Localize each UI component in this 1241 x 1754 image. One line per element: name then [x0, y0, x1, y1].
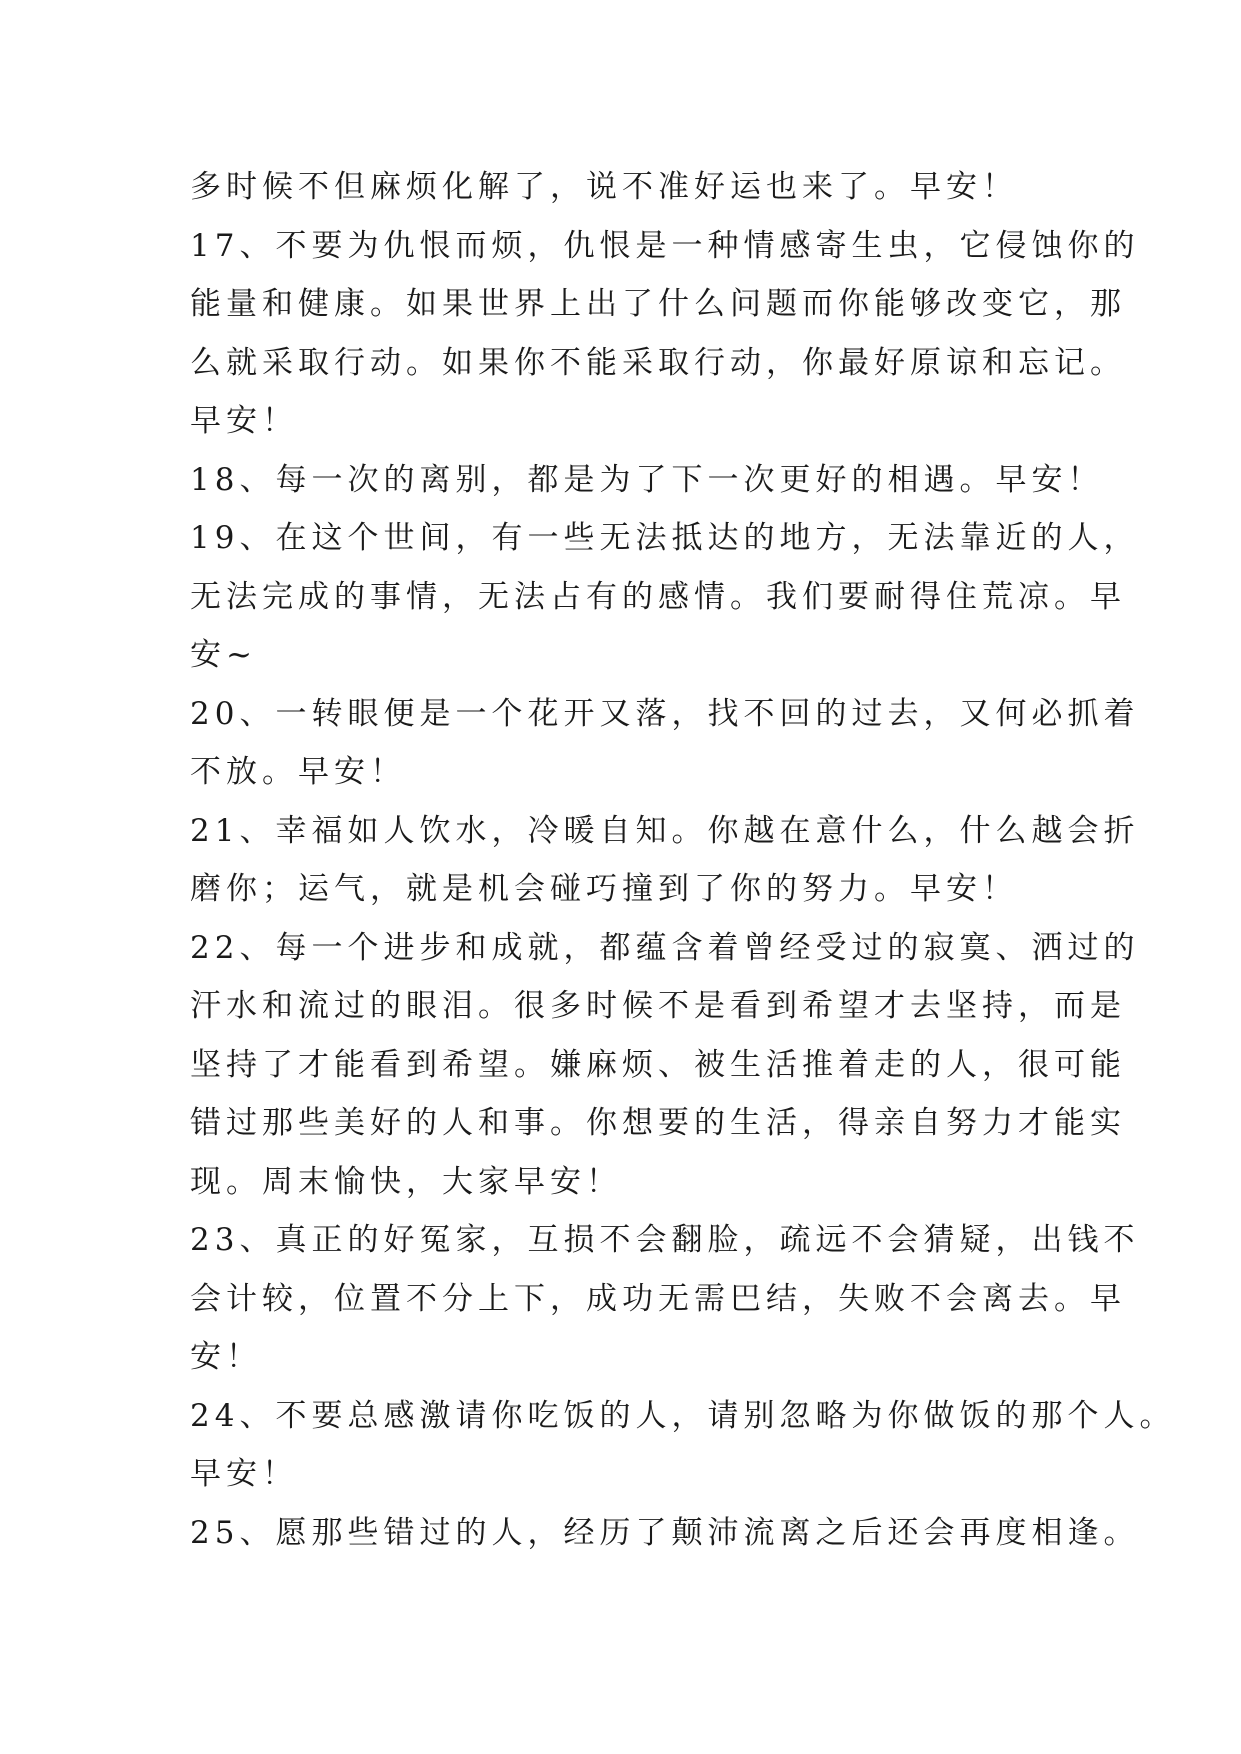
text-line: 21、幸福如人饮水，冷暖自知。你越在意什么，什么越会折: [190, 812, 1140, 849]
text-line: 安！: [190, 1339, 262, 1375]
text-line: 会计较，位置不分上下，成功无需巴结，失败不会离去。早: [190, 1280, 1126, 1317]
text-line: 坚持了才能看到希望。嫌麻烦、被生活推着走的人，很可能: [190, 1046, 1126, 1083]
document-body: [190, 158, 1176, 1562]
text-line: 汗水和流过的眼泪。很多时候不是看到希望才去坚持，而是: [190, 988, 1126, 1024]
text-line: 早安！: [190, 403, 298, 439]
text-line: 么就采取行动。如果你不能采取行动，你最好原谅和忘记。: [190, 344, 1126, 381]
text-line: 不放。早安！: [190, 754, 406, 790]
text-line: 错过那些美好的人和事。你想要的生活，得亲自努力才能实: [190, 1105, 1126, 1141]
text-line: 能量和健康。如果世界上出了什么问题而你能够改变它，那: [190, 286, 1126, 322]
text-line: 17、不要为仇恨而烦，仇恨是一种情感寄生虫，它侵蚀你的: [190, 227, 1140, 264]
text-line: 多时候不但麻烦化解了，说不准好运也来了。早安！: [190, 169, 1018, 205]
text-line: 22、每一个进步和成就，都蕴含着曾经受过的寂寞、洒过的: [190, 929, 1140, 966]
text-line: 19、在这个世间，有一些无法抵达的地方，无法靠近的人，: [190, 520, 1140, 556]
text-line: 20、一转眼便是一个花开又落，找不回的过去，又何必抓着: [190, 695, 1140, 732]
text-line: 磨你；运气，就是机会碰巧撞到了你的努力。早安！: [190, 871, 1018, 907]
text-line: 安~: [190, 637, 257, 673]
text-line: 无法完成的事情，无法占有的感情。我们要耐得住荒凉。早: [190, 578, 1126, 615]
text-line: 25、愿那些错过的人，经历了颠沛流离之后还会再度相逢。: [190, 1514, 1140, 1551]
text-line: 早安！: [190, 1456, 298, 1492]
text-line: 现。周末愉快，大家早安！: [190, 1163, 622, 1200]
text-line: 18、每一次的离别，都是为了下一次更好的相遇。早安！: [190, 461, 1104, 498]
text-line: 24、不要总感激请你吃饭的人，请别忽略为你做饭的那个人。: [190, 1397, 1176, 1434]
text-line: 23、真正的好冤家，互损不会翻脸，疏远不会猜疑，出钱不: [190, 1222, 1140, 1258]
